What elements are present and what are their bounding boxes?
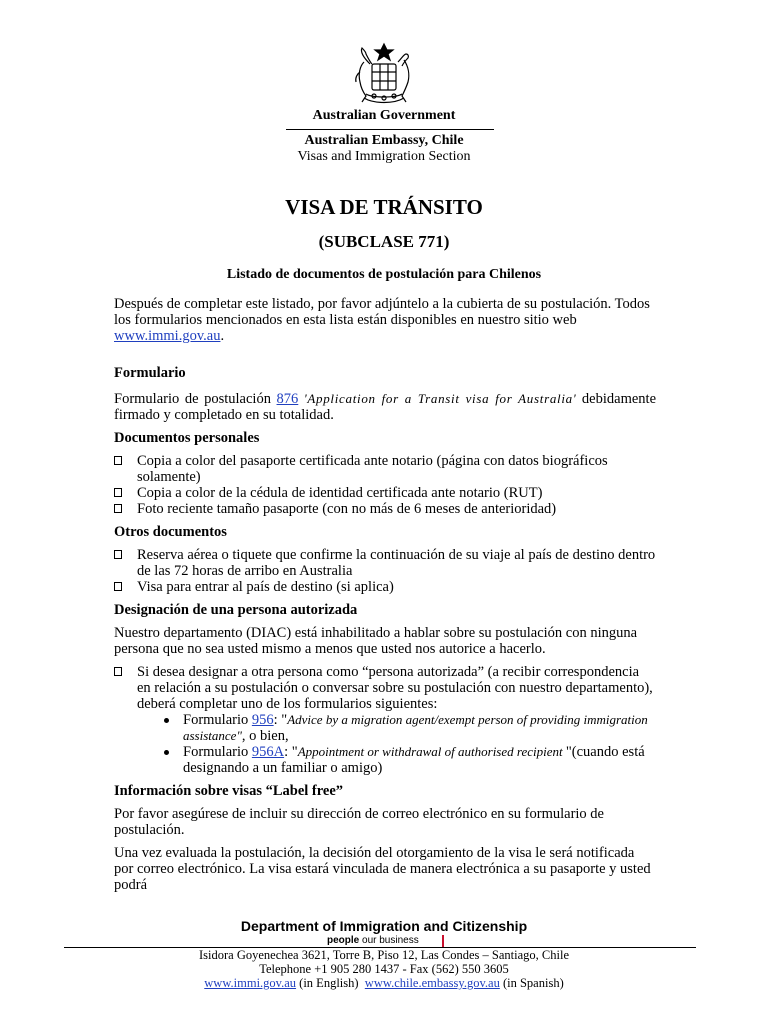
- section-name: Visas and Immigration Section: [297, 149, 471, 164]
- list-item: [114, 664, 656, 712]
- form-956a-link[interactable]: 956A: [251, 744, 285, 760]
- form-option-mid: : ": [284, 744, 298, 760]
- tagline-bold: people: [327, 935, 360, 946]
- intro-paragraph: [114, 296, 656, 344]
- bullet-icon: [164, 718, 169, 723]
- checkbox-icon: [114, 667, 122, 676]
- list-item-text: Copia a color del pasaporte certificada ante notario (página con datos biográficos solamente): [137, 453, 608, 485]
- list-item-text: Copia a color de la cédula de identidad certificada ante notario (RUT): [137, 485, 543, 501]
- form-options-list: [114, 712, 656, 776]
- form-option-post: "(cuando está designando a un familiar o amigo): [183, 744, 645, 776]
- footer-link2-note: (in Spanish): [499, 976, 564, 990]
- form-876-link[interactable]: 876: [276, 391, 299, 407]
- list-item-text: Foto reciente tamaño pasaporte (con no más de 6 meses de anterioridad): [137, 501, 557, 517]
- checkbox-icon: [114, 488, 122, 497]
- list-item: [114, 579, 656, 595]
- intro-text: Después de completar este listado, por favor adjúntelo a la cubierta de su postulación. Todos los formularios mencionados en esta lista están disponibles en nuestro sitio web: [114, 296, 650, 328]
- form-option-pre: Formulario: [183, 744, 252, 760]
- government-name: Australian Government: [312, 108, 456, 123]
- coat-of-arms-logo: [334, 42, 434, 108]
- personales-list: [114, 453, 656, 517]
- list-item-text: Reserva aérea o tiquete que confirme la continuación de su viaje al país de destino dentro de las 72 horas de arribo en Australia: [137, 547, 656, 579]
- footer-links: [0, 976, 768, 990]
- formulario-post: debidamente firmado y completado en su totalidad.: [114, 391, 657, 423]
- footer-contact: [0, 948, 768, 990]
- embassy-name: Australian Embassy, Chile: [304, 133, 464, 148]
- department-name: Department of Immigration and Citizenship: [240, 918, 528, 934]
- labelfree-paragraph-2: Una vez evaluada la postulación, la decisión del otorgamiento de la visa le será notificada por correo electrónico. La visa estará vinculada de manera electrónica a su pasaporte y usted podrá: [114, 845, 651, 893]
- form-956-link[interactable]: 956: [251, 712, 274, 728]
- form-option-mid: : ": [273, 712, 288, 728]
- header-divider: [286, 129, 494, 130]
- form-option-italic: Advice by a migration agent/exempt person of providing immigration assistance": [183, 712, 648, 743]
- list-item: [114, 501, 656, 517]
- footer-link1-note: (in English): [296, 976, 365, 990]
- formulario-pre: Formulario de postulación: [114, 391, 277, 407]
- tagline: [327, 935, 419, 946]
- checkbox-icon: [114, 456, 122, 465]
- formulario-paragraph: [114, 391, 656, 423]
- section-heading-formulario: Formulario: [114, 365, 186, 381]
- list-item-text: Si desea designar a otra persona como “persona autorizada” (a recibir correspondencia en relación a su postulación o conversar sobre su postulación con nuestro departamento), deberá completar uno de los formularios siguientes:: [137, 664, 653, 712]
- checkbox-icon: [114, 582, 122, 591]
- document-body: [114, 296, 656, 893]
- section-heading-designacion: Designación de una persona autorizada: [114, 602, 358, 618]
- designacion-list: [114, 664, 656, 712]
- list-item: [114, 453, 656, 485]
- tagline-accent-bar: [442, 935, 444, 947]
- list-item: [114, 547, 656, 579]
- intro-after: .: [220, 328, 225, 344]
- list-item: [159, 712, 656, 744]
- footer-embassy-link[interactable]: www.chile.embassy.gov.au: [364, 976, 500, 990]
- form-option-pre: Formulario: [183, 712, 252, 728]
- page-title: VISA DE TRÁNSITO: [285, 195, 483, 219]
- section-heading-labelfree: Información sobre visas “Label free”: [114, 783, 344, 799]
- labelfree-paragraph-1: Por favor asegúrese de incluir su dirección de correo electrónico en su formulario de postulación.: [114, 806, 604, 838]
- immi-link[interactable]: www.immi.gov.au: [114, 328, 221, 344]
- section-heading-otros: Otros documentos: [114, 524, 227, 540]
- checkbox-icon: [114, 504, 122, 513]
- bullet-icon: [164, 750, 169, 755]
- tagline-rest: our business: [359, 935, 419, 946]
- checkbox-icon: [114, 550, 122, 559]
- list-item: [114, 485, 656, 501]
- footer-immi-link[interactable]: www.immi.gov.au: [204, 976, 297, 990]
- otros-list: [114, 547, 656, 595]
- designacion-paragraph: Nuestro departamento (DIAC) está inhabilitado a hablar sobre su postulación con ninguna persona que no sea usted mismo a menos que usted nos autorice a hacerlo.: [114, 625, 638, 657]
- section-heading-personales: Documentos personales: [114, 430, 260, 446]
- footer-address: Isidora Goyenechea 3621, Torre B, Piso 12, Las Condes – Santiago, Chile: [198, 948, 569, 962]
- formulario-italic: 'Application for a Transit visa for Australia': [303, 391, 577, 406]
- footer-phone: Telephone +1 905 280 1437 - Fax (562) 550 3605: [259, 962, 509, 976]
- form-option-italic: Appointment or withdrawal of authorised recipient: [297, 744, 566, 759]
- list-item: [159, 744, 656, 776]
- list-item-text: Visa para entrar al país de destino (si aplica): [137, 579, 394, 595]
- page-subtitle: (SUBCLASE 771): [318, 232, 450, 251]
- form-option-post: , o bien,: [241, 728, 289, 744]
- list-title: Listado de documentos de postulación para Chilenos: [226, 267, 542, 282]
